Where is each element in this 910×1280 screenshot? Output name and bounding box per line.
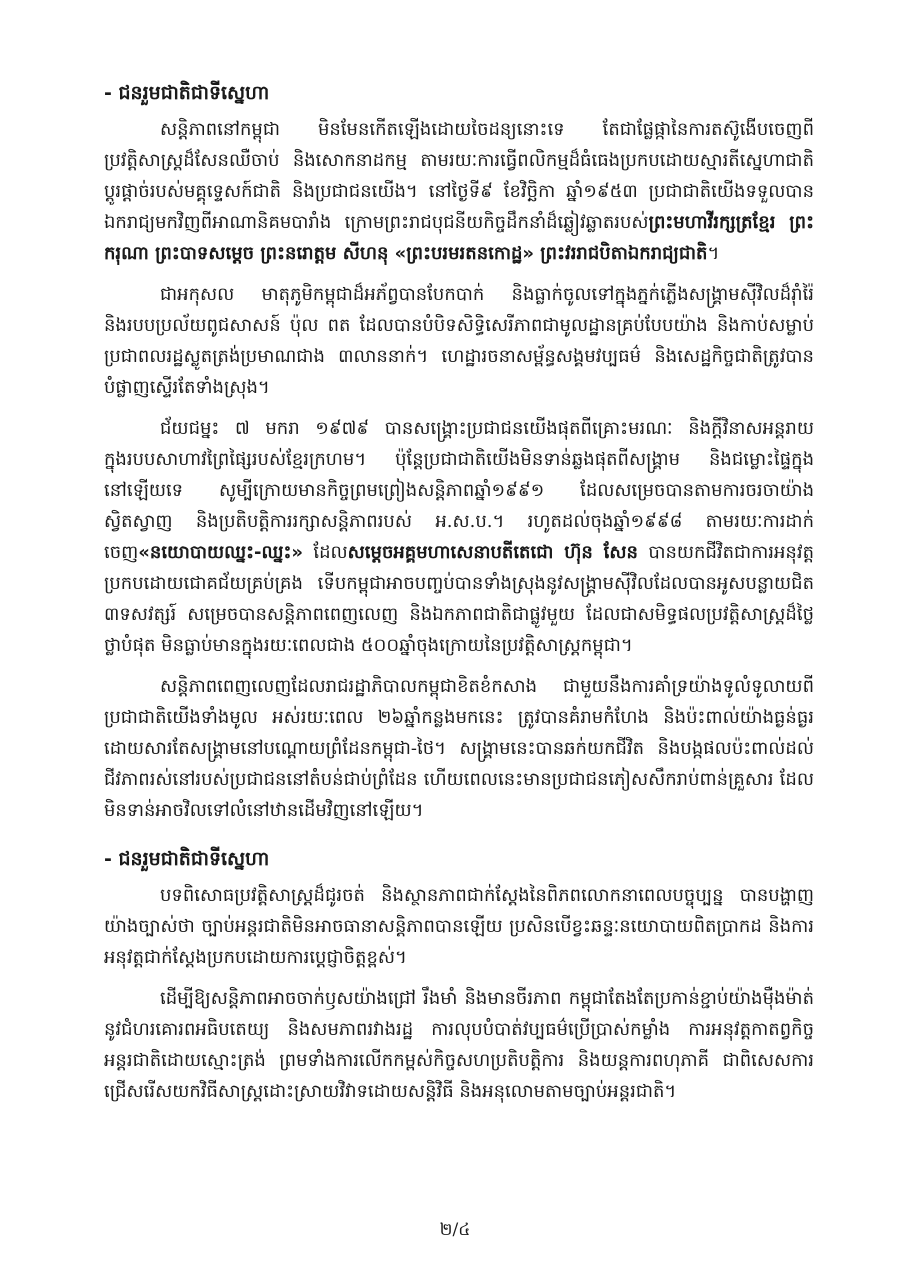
text-run-bold: សម្តេចអគ្គមហាសេនាបតីតេជោ ហ៊ុន សែន [347,542,638,563]
paragraph [104,671,814,826]
text-run-bold: ព្រះមហាវីរក្សត្រខ្មែរ ព្រះករុណា ព្រះបាទសម្តេច ព្រះនរោត្តម សីហនុ «ព្រះបរមរតនកោដ្ឋ» ព្រះវររាជបិតាឯករាជ្យជាតិ [104,212,815,264]
text-run: ដែល [303,542,348,563]
text-run: ជ័យជម្នះ ៧ មករា ១៩៧៩ បានសង្គ្រោះប្រជាជនយើងផុតពីគ្រោះមរណៈ និងក្តីវិនាសអន្តរាយក្នុងរបបសាហាវព្រៃផ្សៃរបស់ខ្មែរក្រហម។ ប៉ុន្តែប្រជាជាតិយើងមិនទាន់ឆ្លងផុតពីសង្គ្រាម និងជម្លោះផ្ទៃក្នុងនៅឡើយទេ សូម្បីក្រោយមានកិច្ចព្រមព្រៀងសន្តិភាពឆ្នាំ១៩៩១ ដែលសម្រេចបានតាមការចរចាយ៉ាងស្វិតស្វាញ និងប្រតិបត្តិការរក្សាសន្តិភាពរបស់ អ.ស.ប.។ រហូតដល់ចុងឆ្នាំ១៩៩៨ តាមរយៈការដាក់ចេញ [104,418,814,563]
text-run: បទពិសោធប្រវត្តិសាស្ត្រដ៏ជូរចត់ និងស្ថានភាពជាក់ស្តែងនៃពិភពលោកនាពេលបច្ចុប្បន្ន បានបង្ហាញយ៉ាងច្បាស់ថា ច្បាប់អន្តរជាតិមិនអាចធានាសន្តិភាពបានឡើយ ប្រសិនបើខ្វះឆន្ទៈនយោបាយពិតប្រាកដ និងការអនុវត្តជាក់ស្តែងប្រកបដោយការប្តេជ្ញាចិត្តខ្ពស់។ [104,885,814,968]
section-2 [104,842,814,1107]
paragraph [104,983,814,1107]
section-heading: - ជនរួមជាតិជាទីស្នេហា [104,82,270,104]
text-run: បានយកជីវិតជាការអនុវត្តប្រកបដោយជោគជ័យគ្រប់គ្រង ទើបកម្ពុជាអាចបញ្ចប់បានទាំងស្រុងនូវសង្គ្រាមស៊ីវិលដែលបានអូសបន្លាយជិត ៣ទសវត្សរ៍ សម្រេចបានសន្តិភាពពេញលេញ និងឯកភាពជាតិជាផ្លូវមួយ ដែលជាសមិទ្ធផលប្រវត្តិសាស្ត្រដ៏ថ្លៃថ្លាបំផុត មិនធ្លាប់មានក្នុងរយៈពេលជាង ៥០០ឆ្នាំចុងក្រោយនៃប្រវត្តិសាស្ត្រកម្ពុជា។ [104,542,814,656]
text-run: ជាអកុសល មាតុភូមិកម្ពុជាដ៏អភ័ព្វបានបែកបាក់ និងធ្លាក់ចូលទៅក្នុងភ្នក់ភ្លើងសង្គ្រាមស៊ីវិលដ៏រ៉ាំរ៉ៃ និងរបបប្រល័យពូជសាសន៍ ប៉ុល ពត ដែលបានបំបិទសិទ្ធិសេរីភាពជាមូលដ្ឋានគ្រប់បែបយ៉ាង និងកាប់សម្លាប់ប្រជាពលរដ្ឋស្លូតត្រង់ប្រមាណជាង ៣លាននាក់។ ហេដ្ឋារចនាសម្ព័ន្ធសង្គមវប្បធម៌ និងសេដ្ឋកិច្ចជាតិត្រូវបានបំផ្លាញស្ទើរតែទាំងស្រុង។ [104,284,814,398]
page-number: ២/៤ [439,1220,471,1240]
section-heading: - ជនរួមជាតិជាទីស្នេហា [104,848,270,870]
text-run: ។ [707,243,720,264]
text-run-bold: «នយោបាយឈ្នះ-ឈ្នះ» [138,542,304,563]
paragraph [104,413,814,661]
paragraph [104,114,814,269]
paragraph [104,279,814,403]
paragraph [104,880,814,973]
text-run: សន្តិភាពពេញលេញដែលរាជរដ្ឋាភិបាលកម្ពុជាខិតខំកសាង ជាមួយនឹងការគាំទ្រយ៉ាងទូលំទូលាយពីប្រជាជាតិយើងទាំងមូល អស់រយៈពេល ២៦ឆ្នាំកន្លងមកនេះ ត្រូវបានគំរាមកំហែង និងប៉ះពាល់យ៉ាងធ្ងន់ធ្ងរ ដោយសារតែសង្គ្រាមនៅបណ្តោយព្រំដែនកម្ពុជា-ថៃ។ សង្គ្រាមនេះបានឆក់យកជីវិត និងបង្កផលប៉ះពាល់ដល់ជីវភាពរស់នៅរបស់ប្រជាជននៅតំបន់ជាប់ព្រំដែន ហើយពេលនេះមានប្រជាជនភៀសសឹករាប់ពាន់គ្រួសារ ដែលមិនទាន់អាចវិលទៅលំនៅឋានដើមវិញនៅឡើយ។ [104,676,814,821]
section-1 [104,76,814,826]
text-run: ដើម្បីឱ្យសន្តិភាពអាចចាក់ឫសយ៉ាងជ្រៅ រឹងមាំ និងមានចីរភាព កម្ពុជាតែងតែប្រកាន់ខ្ជាប់យ៉ាងម៉ឺងម៉ាត់នូវជំហរគោរពអធិបតេយ្យ និងសមភាពរវាងរដ្ឋ ការលុបបំបាត់វប្បធម៌ប្រើប្រាស់កម្លាំង ការអនុវត្តកាតព្វកិច្ចអន្តរជាតិដោយស្មោះត្រង់ ព្រមទាំងការលើកកម្ពស់កិច្ចសហប្រតិបត្តិការ និងយន្តការពហុភាគី ជាពិសេសការជ្រើសរើសយកវិធីសាស្ត្រដោះស្រាយវិវាទដោយសន្តិវិធី និងអនុលោមតាមច្បាប់អន្តរជាតិ។ [104,988,814,1102]
text-run: សន្តិភាពនៅកម្ពុជា មិនមែនកើតឡើងដោយចៃដន្យនោះទេ តែជាផ្លែផ្កានៃការតស៊ូងើបចេញពីប្រវត្តិសាស្ត្រដ៏សែនឈឺចាប់ និងសោកនាដកម្ម តាមរយៈការធ្វើពលិកម្មដ៏ធំធេងប្រកបដោយស្មារតីស្នេហាជាតិ ប្តូរផ្តាច់របស់មគ្គុទ្ទេសក៍ជាតិ និងប្រជាជនយើង។ នៅថ្ងៃទី៩ ខែវិច្ឆិកា ឆ្នាំ១៩៥៣ ប្រជាជាតិយើងទទួលបានឯករាជ្យមកវិញពីអាណានិគមបារាំង ក្រោមព្រះរាជបុជនីយកិច្ចដឹកនាំដ៏ឆ្លៀវឆ្លាតរបស់ [104,119,814,233]
